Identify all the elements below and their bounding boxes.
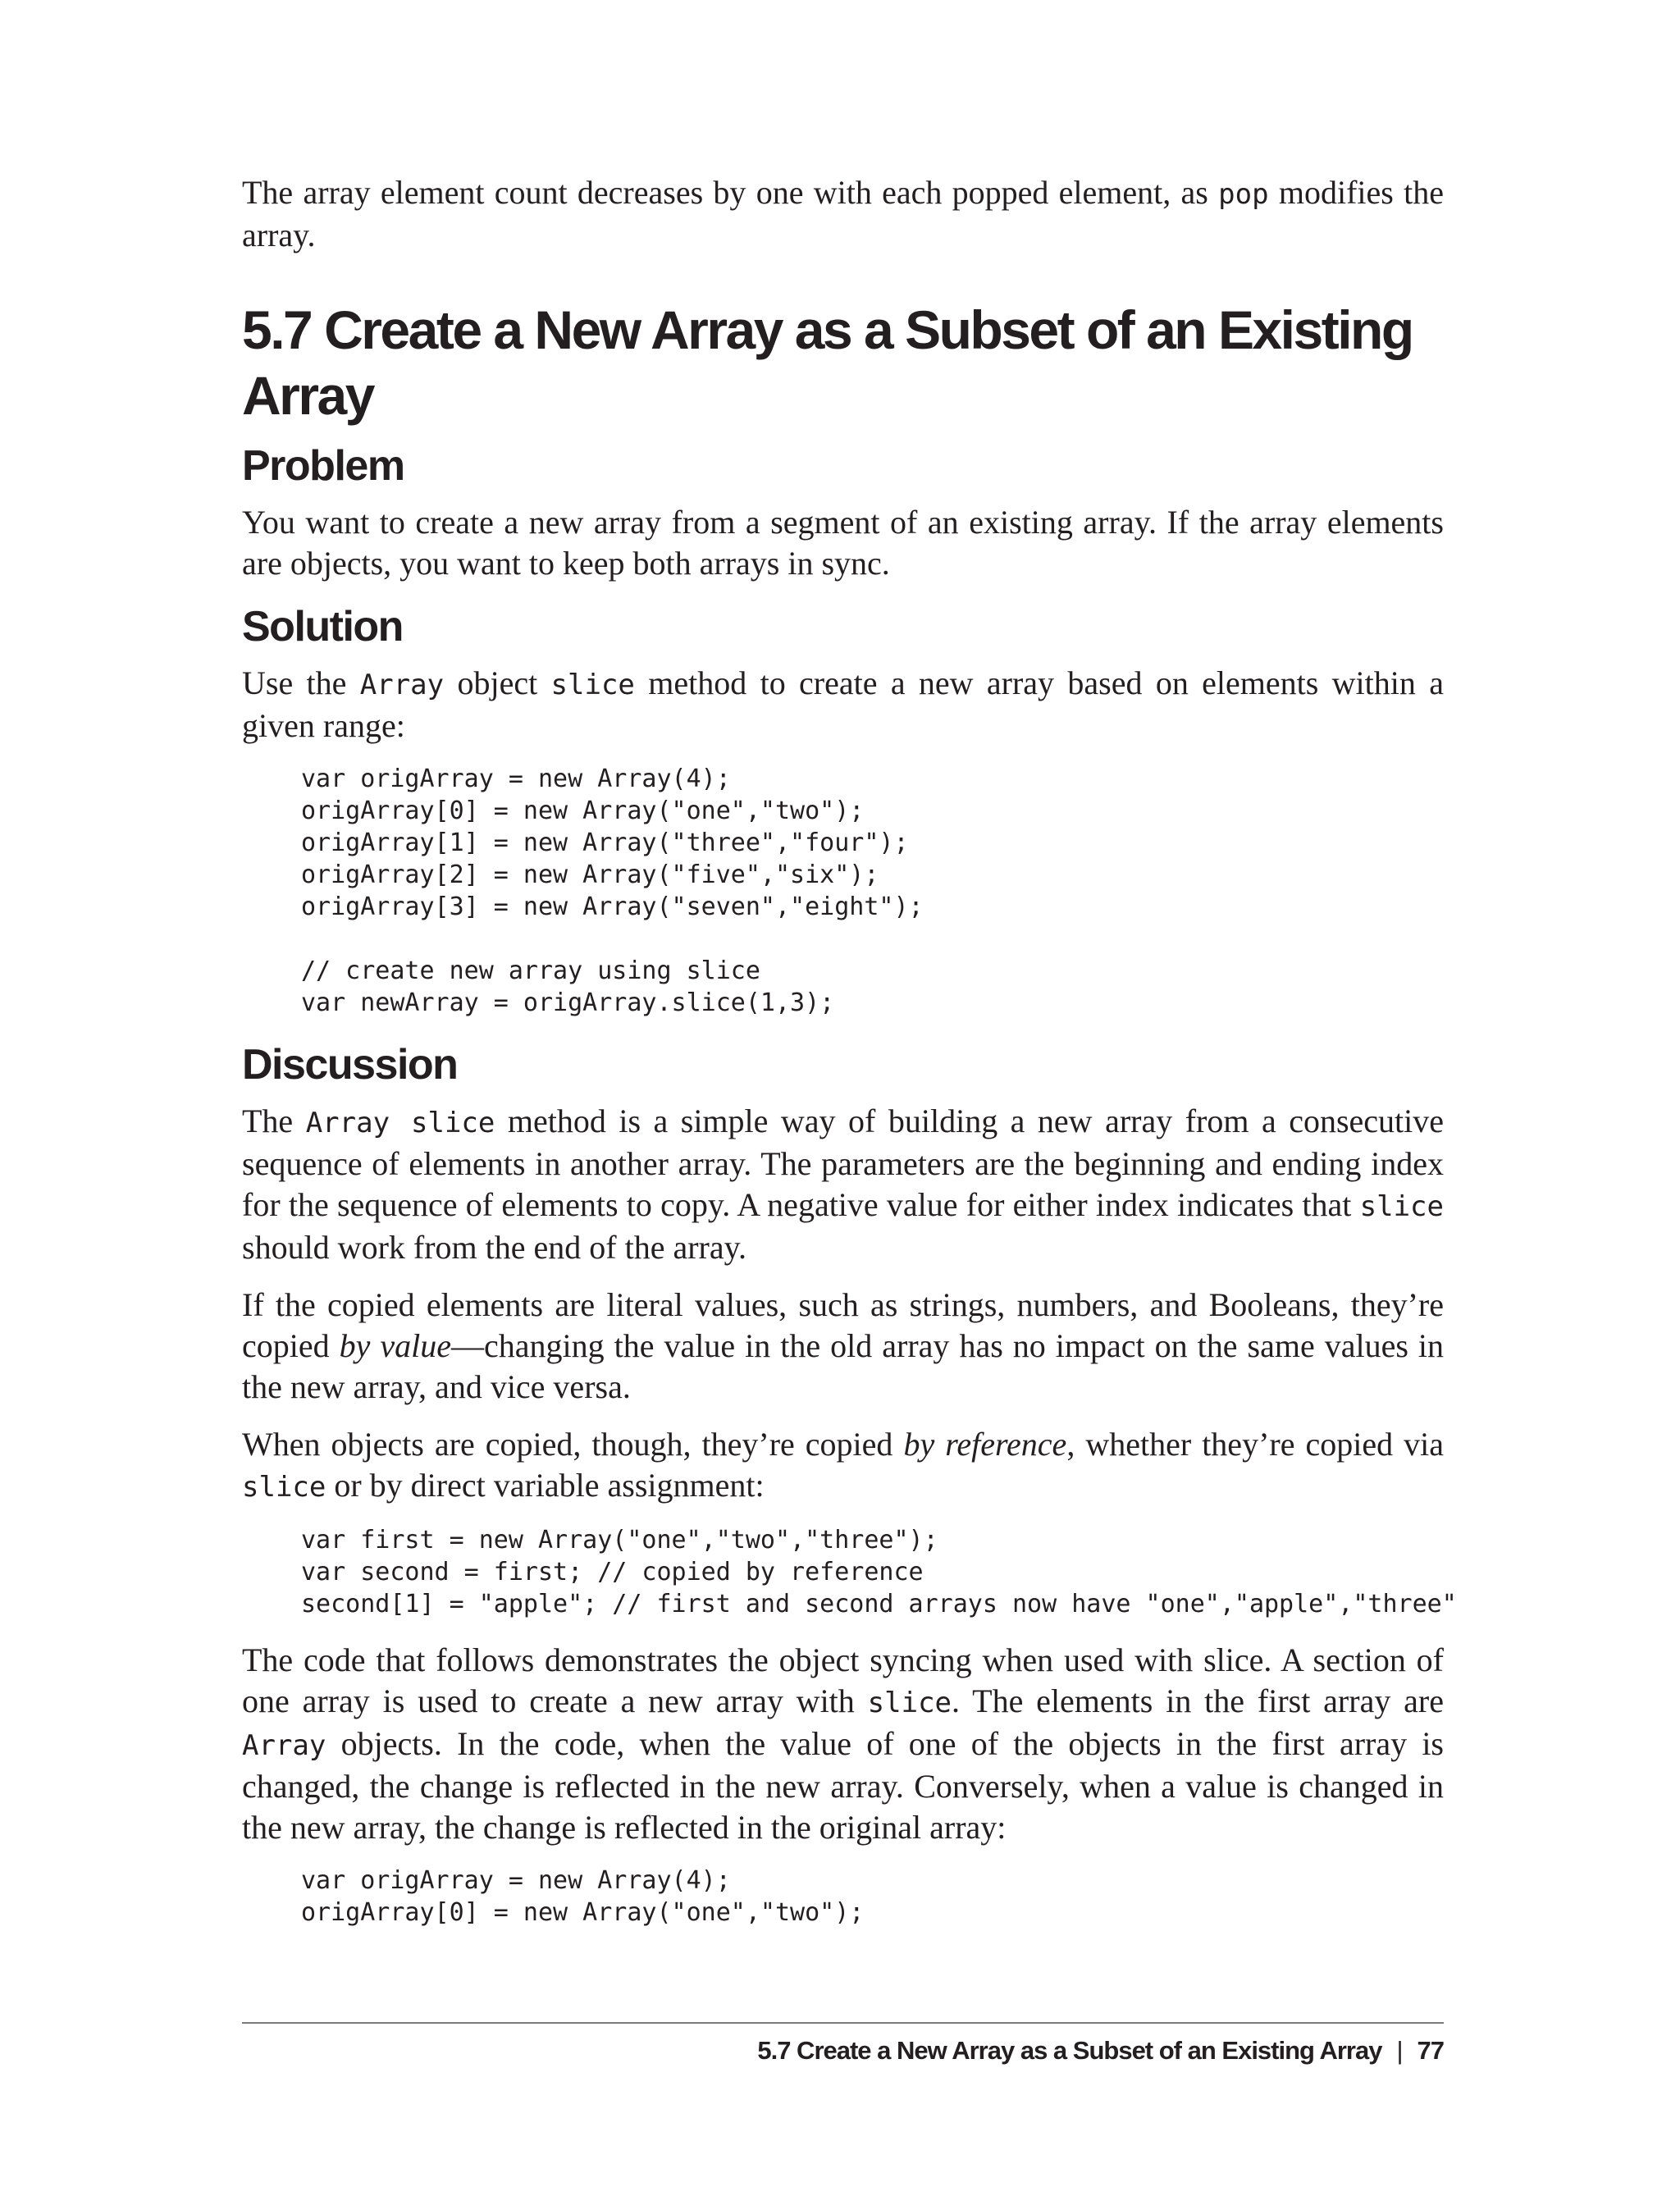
inline-code-array: Array [242,1729,326,1762]
problem-paragraph: You want to create a new array from a segment of an existing array. If the array elements are objects, you want to keep both arrays in sync. [242,504,1444,582]
running-title: 5.7 Create a New Array as a Subset of an Existing Array [757,2036,1382,2065]
discussion-p3-text-2: , whether they’re copied via [1066,1426,1445,1463]
discussion-paragraph-4 [242,1640,1444,1848]
inline-code-slice: slice [1359,1190,1444,1223]
discussion-p3-text-1: When objects are copied, though, they’re copied [242,1426,904,1463]
discussion-code-block-1: var first = new Array("one","two","three"); var second = first; // copied by reference second[1] = "apple"; // first and second arrays now have "one","apple","three" [301,1526,1457,1618]
solution-heading: Solution [242,603,403,651]
discussion-heading: Discussion [242,1041,458,1089]
intro-paragraph [242,172,1444,256]
page-number: 77 [1417,2036,1444,2065]
page-content [242,172,1457,1948]
inline-code-pop: pop [1218,178,1269,211]
discussion-p1-text-1: The [242,1102,306,1139]
page-footer [757,2034,1444,2067]
discussion-code-block-2: var origArray = new Array(4); origArray[0] = new Array("one","two"); [301,1866,865,1927]
solution-code-block: var origArray = new Array(4); origArray[0] = new Array("one","two"); origArray[1] = new Array("three","four"); origArray[2] = new Array("five","six"); origArray[3] = new Array("seven","eight"); // create new array using slice var newArray = origArray.slice(1,3); [301,765,924,1017]
solution-paragraph [242,663,1444,746]
solution-text-3: method to create a new array based on elements within a given range: [242,664,1444,744]
discussion-p2-text-1: If the copied elements are literal values, such as strings, numbers, and Booleans, they’re copied [242,1286,1444,1364]
problem-heading: Problem [242,442,404,490]
discussion-p3-text-3: or by direct variable assignment: [326,1467,765,1504]
solution-text-1: Use the [242,664,360,701]
discussion-paragraph-1 [242,1101,1444,1268]
intro-text-a: The array element count decreases by one with each popped element, as [242,174,1219,211]
discussion-paragraph-3 [242,1424,1444,1508]
solution-text-2: object [444,664,551,701]
discussion-p2-text-2: —changing the value in the old array has no impact on the same values in the new array, and vice versa. [242,1327,1445,1405]
intro-text-b: modifies the array. [242,174,1444,253]
discussion-p4-text-2: . The elements in the first array are [952,1682,1445,1719]
discussion-p1-text-3: should work from the end of the array. [242,1229,746,1266]
inline-code-slice: slice [550,669,635,701]
footer-separator: | [1396,2036,1403,2065]
emphasis-by-reference: by reference [903,1426,1067,1463]
inline-code-slice: slice [867,1687,952,1719]
discussion-p1-text-2: method is a simple way of building a new array from a consecutive sequence of elements in another array. The parameters are the beginning and ending index for the sequence of elements to copy. A negative value for either index indicates that [242,1102,1445,1223]
discussion-p4-text-1: The code that follows demonstrates the object syncing when used with slice. A section of one array is used to create a new array with [242,1641,1444,1719]
section-title: 5.7 Create a New Array as a Subset of an Existing Array [242,299,1413,426]
discussion-paragraph-2 [242,1285,1444,1408]
inline-code-array: Array [359,669,445,701]
inline-code-array-slice: Array slice [305,1107,495,1139]
inline-code-slice: slice [242,1471,326,1504]
emphasis-by-value: by value [339,1327,452,1364]
footer-rule [242,2022,1444,2024]
discussion-p4-text-3: objects. In the code, when the value of one of the objects in the first array is changed, the change is reflected in the new array. Conversely, when a value is changed in the new array, the change is reflected in the original array: [242,1725,1444,1846]
